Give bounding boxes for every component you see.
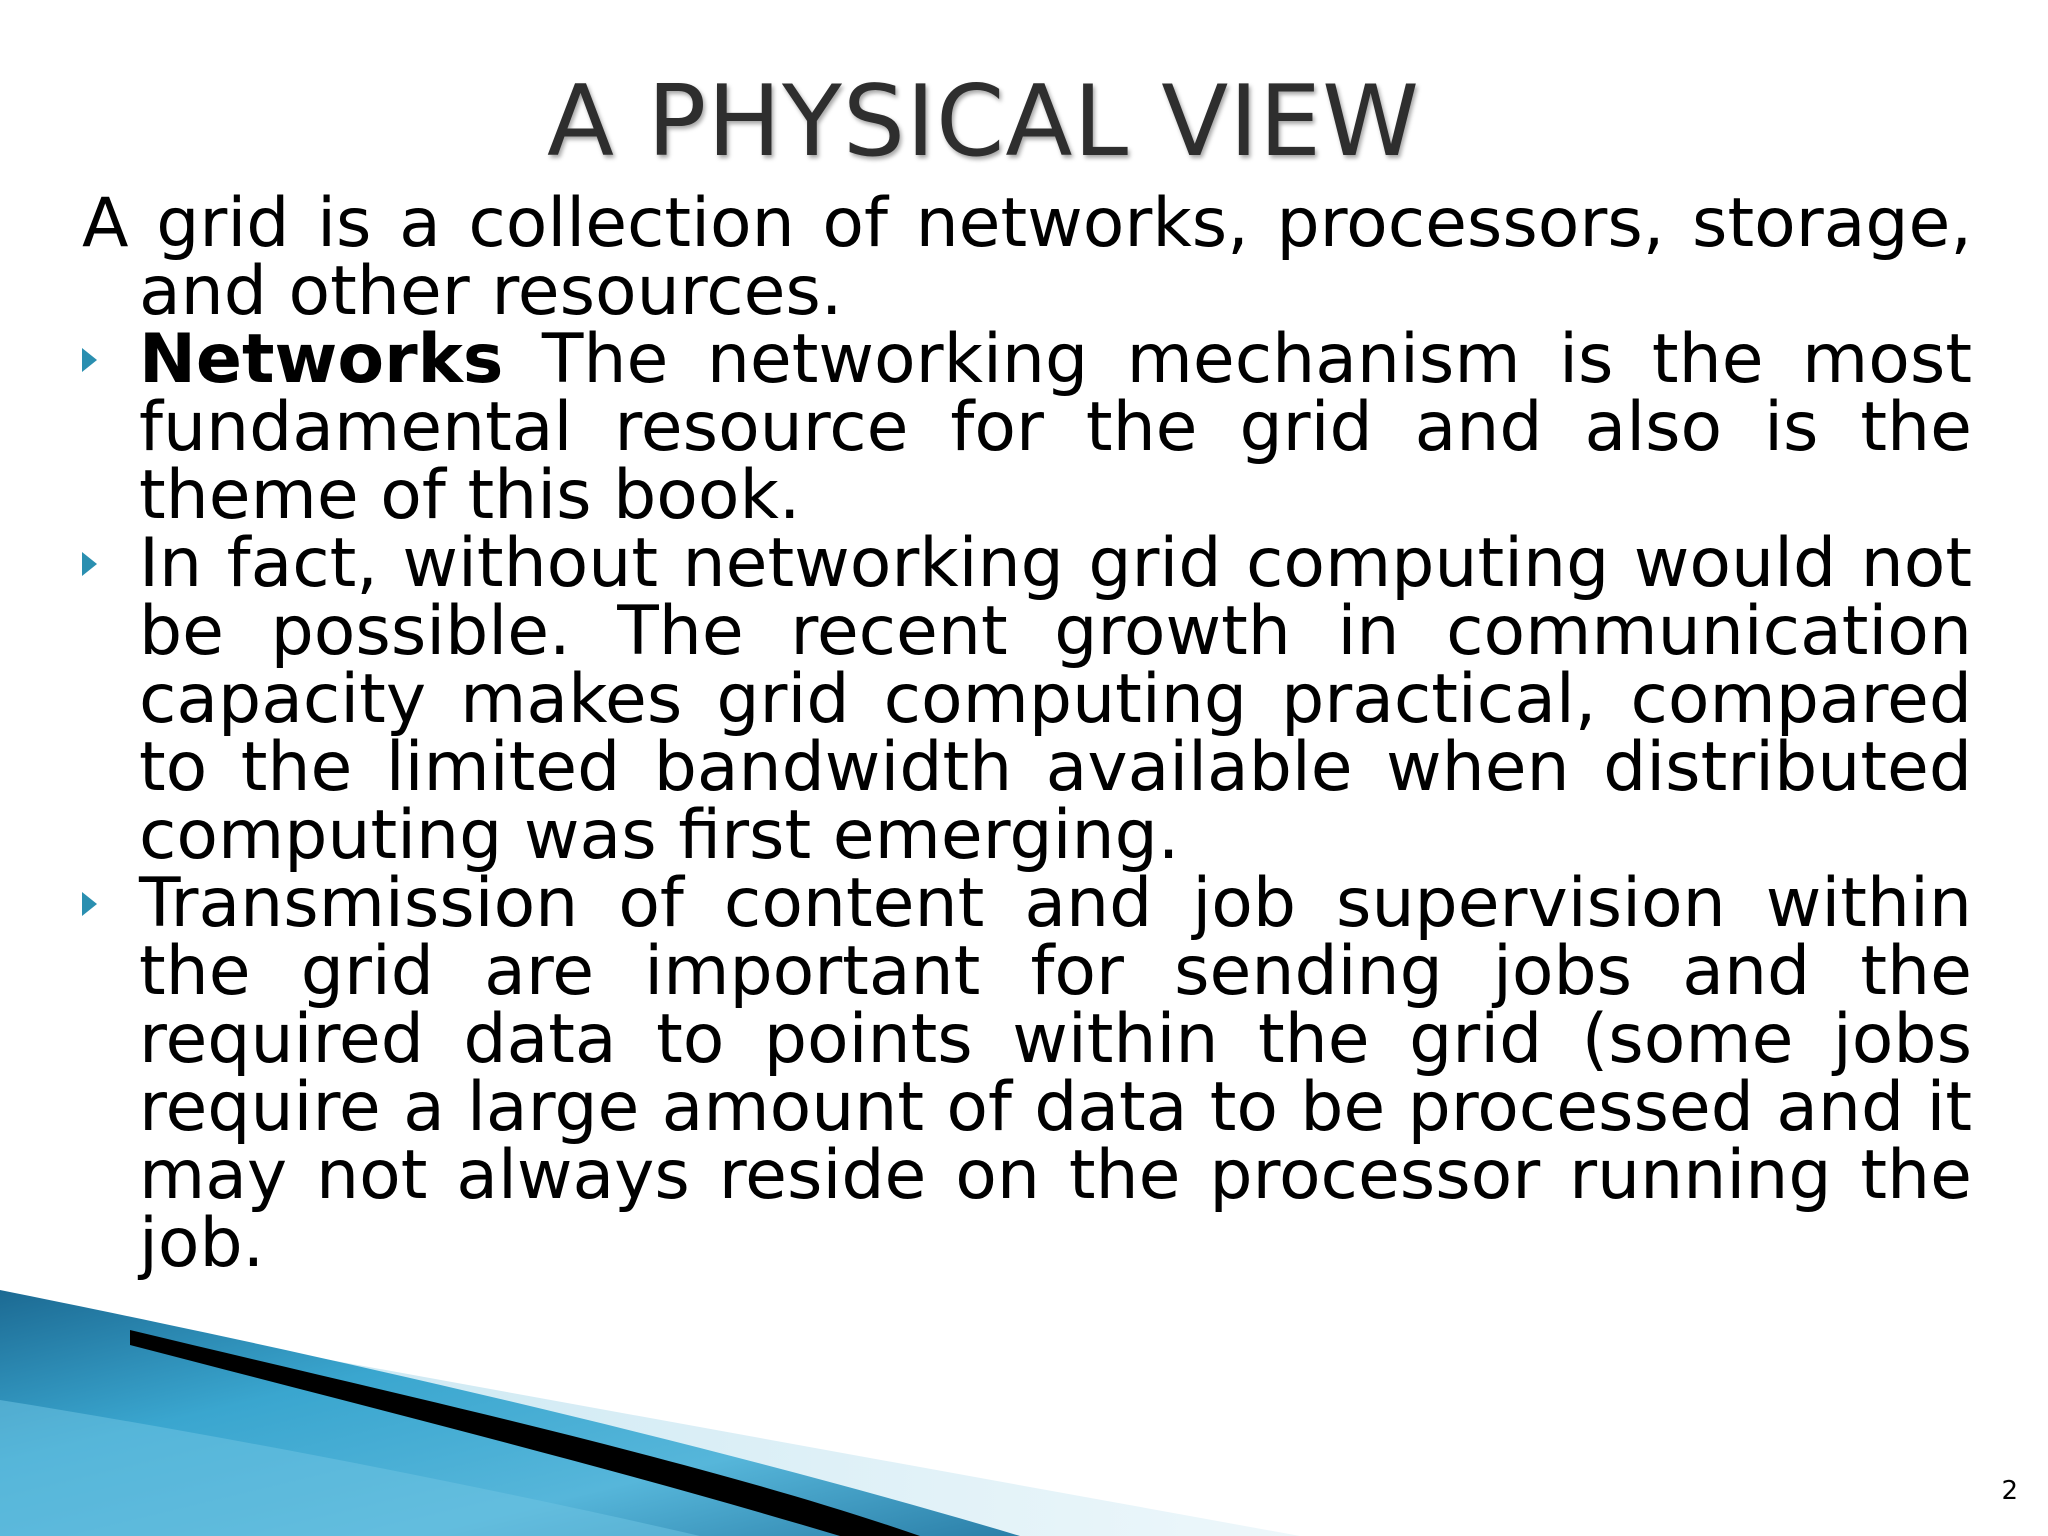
triangle-bullet-icon xyxy=(82,552,97,576)
bullet-text: In fact, without networking grid computing would not be possible. The recent growth in communication capacity makes grid computing practical, compared to the limited bandwidth available when distributed computing was first emerging. xyxy=(139,524,1972,875)
bullet-item xyxy=(82,524,1972,875)
bullet-text: Transmission of content and job supervision within the grid are important for sending jobs and the required data to points within the grid (some jobs require a large amount of data to be processed and it may not always reside on the processor running the job. xyxy=(139,864,1972,1283)
intro-paragraph: A grid is a collection of networks, processors, storage, and other resources. xyxy=(82,184,1972,331)
slide-body xyxy=(82,184,1972,1283)
triangle-bullet-icon xyxy=(82,348,97,372)
bullet-item xyxy=(82,864,1972,1283)
bullet-text: The networking mechanism is the most fundamental resource for the grid and also is the theme of this book. xyxy=(139,320,1972,535)
bullet-item xyxy=(82,320,1972,535)
triangle-bullet-icon xyxy=(82,892,97,916)
slide-number: 2 xyxy=(2001,1476,2018,1506)
bullet-lead: Networks xyxy=(139,320,504,399)
slide-title: A PHYSICAL VIEW xyxy=(547,65,1420,179)
